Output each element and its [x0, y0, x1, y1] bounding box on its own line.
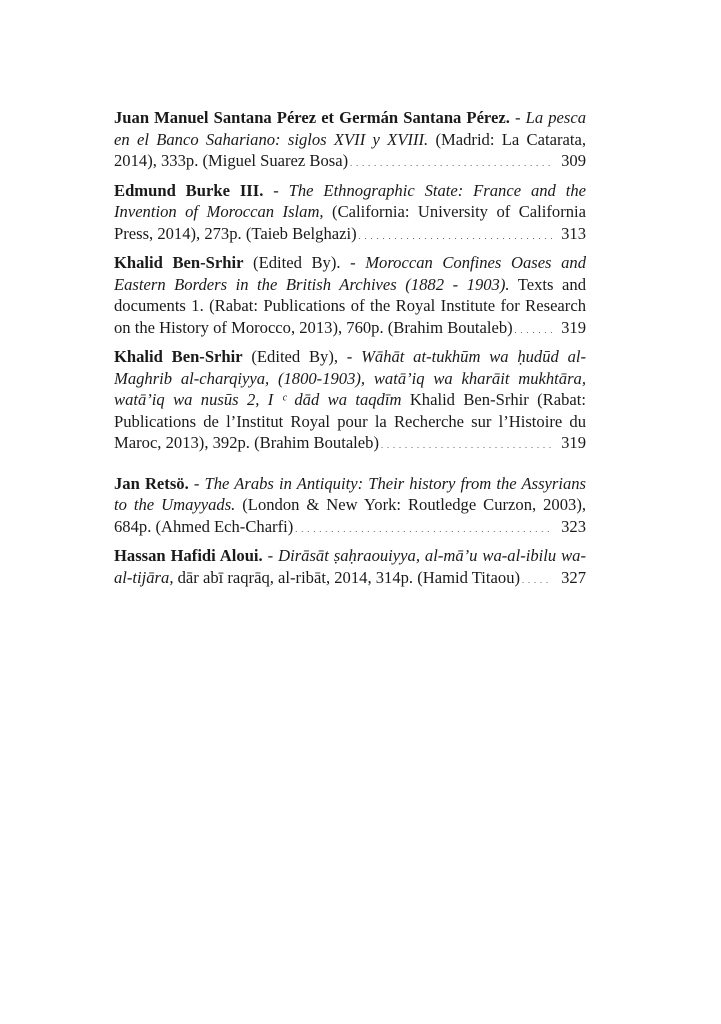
- entry-line: to the Umayyads. (London & New York: Routledge Curzon, 2003),: [114, 495, 586, 514]
- toc-entry[interactable]: [114, 545, 586, 591]
- page-number: 319: [561, 433, 586, 452]
- toc-entry[interactable]: [114, 107, 586, 175]
- entry-title: to the Umayyads.: [114, 495, 236, 514]
- entry-author: Hassan Hafidi Aloui.: [114, 546, 263, 565]
- entry-title: The Arabs in Antiquity: Their history from the Assyrians: [204, 473, 586, 493]
- entry-line: Invention of Moroccan Islam, (California: University of California: [114, 202, 586, 221]
- dot-leader: [522, 570, 552, 592]
- entry-last-line: Maroc, 2013), 392p. (Brahim Boutaleb) . . . 319: [114, 432, 586, 457]
- toc-entry[interactable]: [114, 473, 586, 541]
- entry-last-line: on the History of Morocco, 2013), 760p. (Brahim Boutaleb) . . . 319: [114, 317, 586, 342]
- toc-entry[interactable]: [114, 252, 586, 341]
- entry-author: Edmund Burke III.: [114, 180, 264, 200]
- entry-title: al-tijāra,: [114, 567, 174, 587]
- dot-leader: [350, 153, 552, 175]
- entry-title: watā’iq wa nusūs 2, I ᶜ dād wa taqdīm: [114, 390, 402, 409]
- entry-title: Moroccan Confines Oases and: [365, 253, 586, 272]
- entry-last-line: Press, 2014), 273p. (Taieb Belghazi) . . . 313: [114, 223, 586, 248]
- entry-line: Khalid Ben-Srhir (Edited By), - Wāhāt at-tukhūm wa ḥudūd al-: [114, 347, 586, 366]
- entry-line: Publications de l’Institut Royal pour la Recherche sur l’Histoire du: [114, 411, 586, 431]
- entry-author: Juan Manuel Santana Pérez et Germán Santana Pérez.: [114, 108, 510, 127]
- entry-title: en el Banco Sahariano: siglos XVII y XVIII.: [114, 129, 429, 149]
- page-number: 313: [561, 223, 586, 243]
- entry-line: Hassan Hafidi Aloui. - Dirāsāt ṣaḥraouiyya, al-mā’u wa-al-ibilu wa-: [114, 546, 586, 565]
- entry-title: La pesca: [525, 108, 586, 127]
- page-number: 309: [561, 151, 586, 170]
- toc-entry[interactable]: [114, 346, 586, 457]
- page-number: 319: [561, 317, 586, 337]
- entry-line: Khalid Ben-Srhir (Edited By). - Moroccan Confines Oases and: [114, 253, 586, 272]
- entry-title: Maghrib al-charqiyya, (1800-1903), watā’iq wa kharāit mukhtāra,: [114, 368, 586, 388]
- entry-title: Invention of Moroccan Islam,: [114, 202, 324, 221]
- entry-title: The Ethnographic State: France and the: [288, 180, 586, 200]
- entry-last-line: al-tijāra, dār abī raqrāq, al-ribāt, 2014, 314p. (Hamid Titaou) . . . 327: [114, 567, 586, 592]
- entry-last-line: 2014), 333p. (Miguel Suarez Bosa) . . . 309: [114, 150, 586, 175]
- toc-entry[interactable]: [114, 180, 586, 248]
- page-number: 323: [561, 516, 586, 536]
- entry-last-line: 684p. (Ahmed Ech-Charfi) . . . 323: [114, 516, 586, 541]
- entry-author: Jan Retsö.: [114, 473, 189, 493]
- dot-leader: [381, 435, 552, 457]
- entry-line: Eastern Borders in the British Archives (1882 - 1903). Texts and: [114, 274, 586, 294]
- entry-line: Jan Retsö. - The Arabs in Antiquity: Their history from the Assyrians: [114, 473, 586, 493]
- dot-leader: [359, 226, 552, 248]
- entry-author: Khalid Ben-Srhir: [114, 347, 243, 366]
- entry-title: Dirāsāt ṣaḥraouiyya, al-mā’u wa-al-ibilu wa-: [278, 546, 586, 565]
- entry-line: watā’iq wa nusūs 2, I ᶜ dād wa taqdīm Khalid Ben-Srhir (Rabat:: [114, 390, 586, 409]
- table-of-contents: [114, 107, 586, 591]
- entry-title: Eastern Borders in the British Archives (1882 - 1903).: [114, 274, 510, 294]
- entry-line: [114, 368, 586, 390]
- dot-leader: [295, 519, 552, 541]
- entry-line: documents 1. (Rabat: Publications of the Royal Institute for Research: [114, 296, 586, 315]
- entry-title: Wāhāt at-tukhūm wa ḥudūd al-: [361, 347, 586, 366]
- entry-line: en el Banco Sahariano: siglos XVII y XVIII. (Madrid: La Catarata,: [114, 129, 586, 149]
- page-number: 327: [561, 567, 586, 587]
- entry-line: Edmund Burke III. - The Ethnographic State: France and the: [114, 180, 586, 200]
- entry-author: Khalid Ben-Srhir: [114, 253, 244, 272]
- dot-leader: [515, 320, 552, 342]
- entry-line: Juan Manuel Santana Pérez et Germán Santana Pérez. - La pesca: [114, 108, 586, 127]
